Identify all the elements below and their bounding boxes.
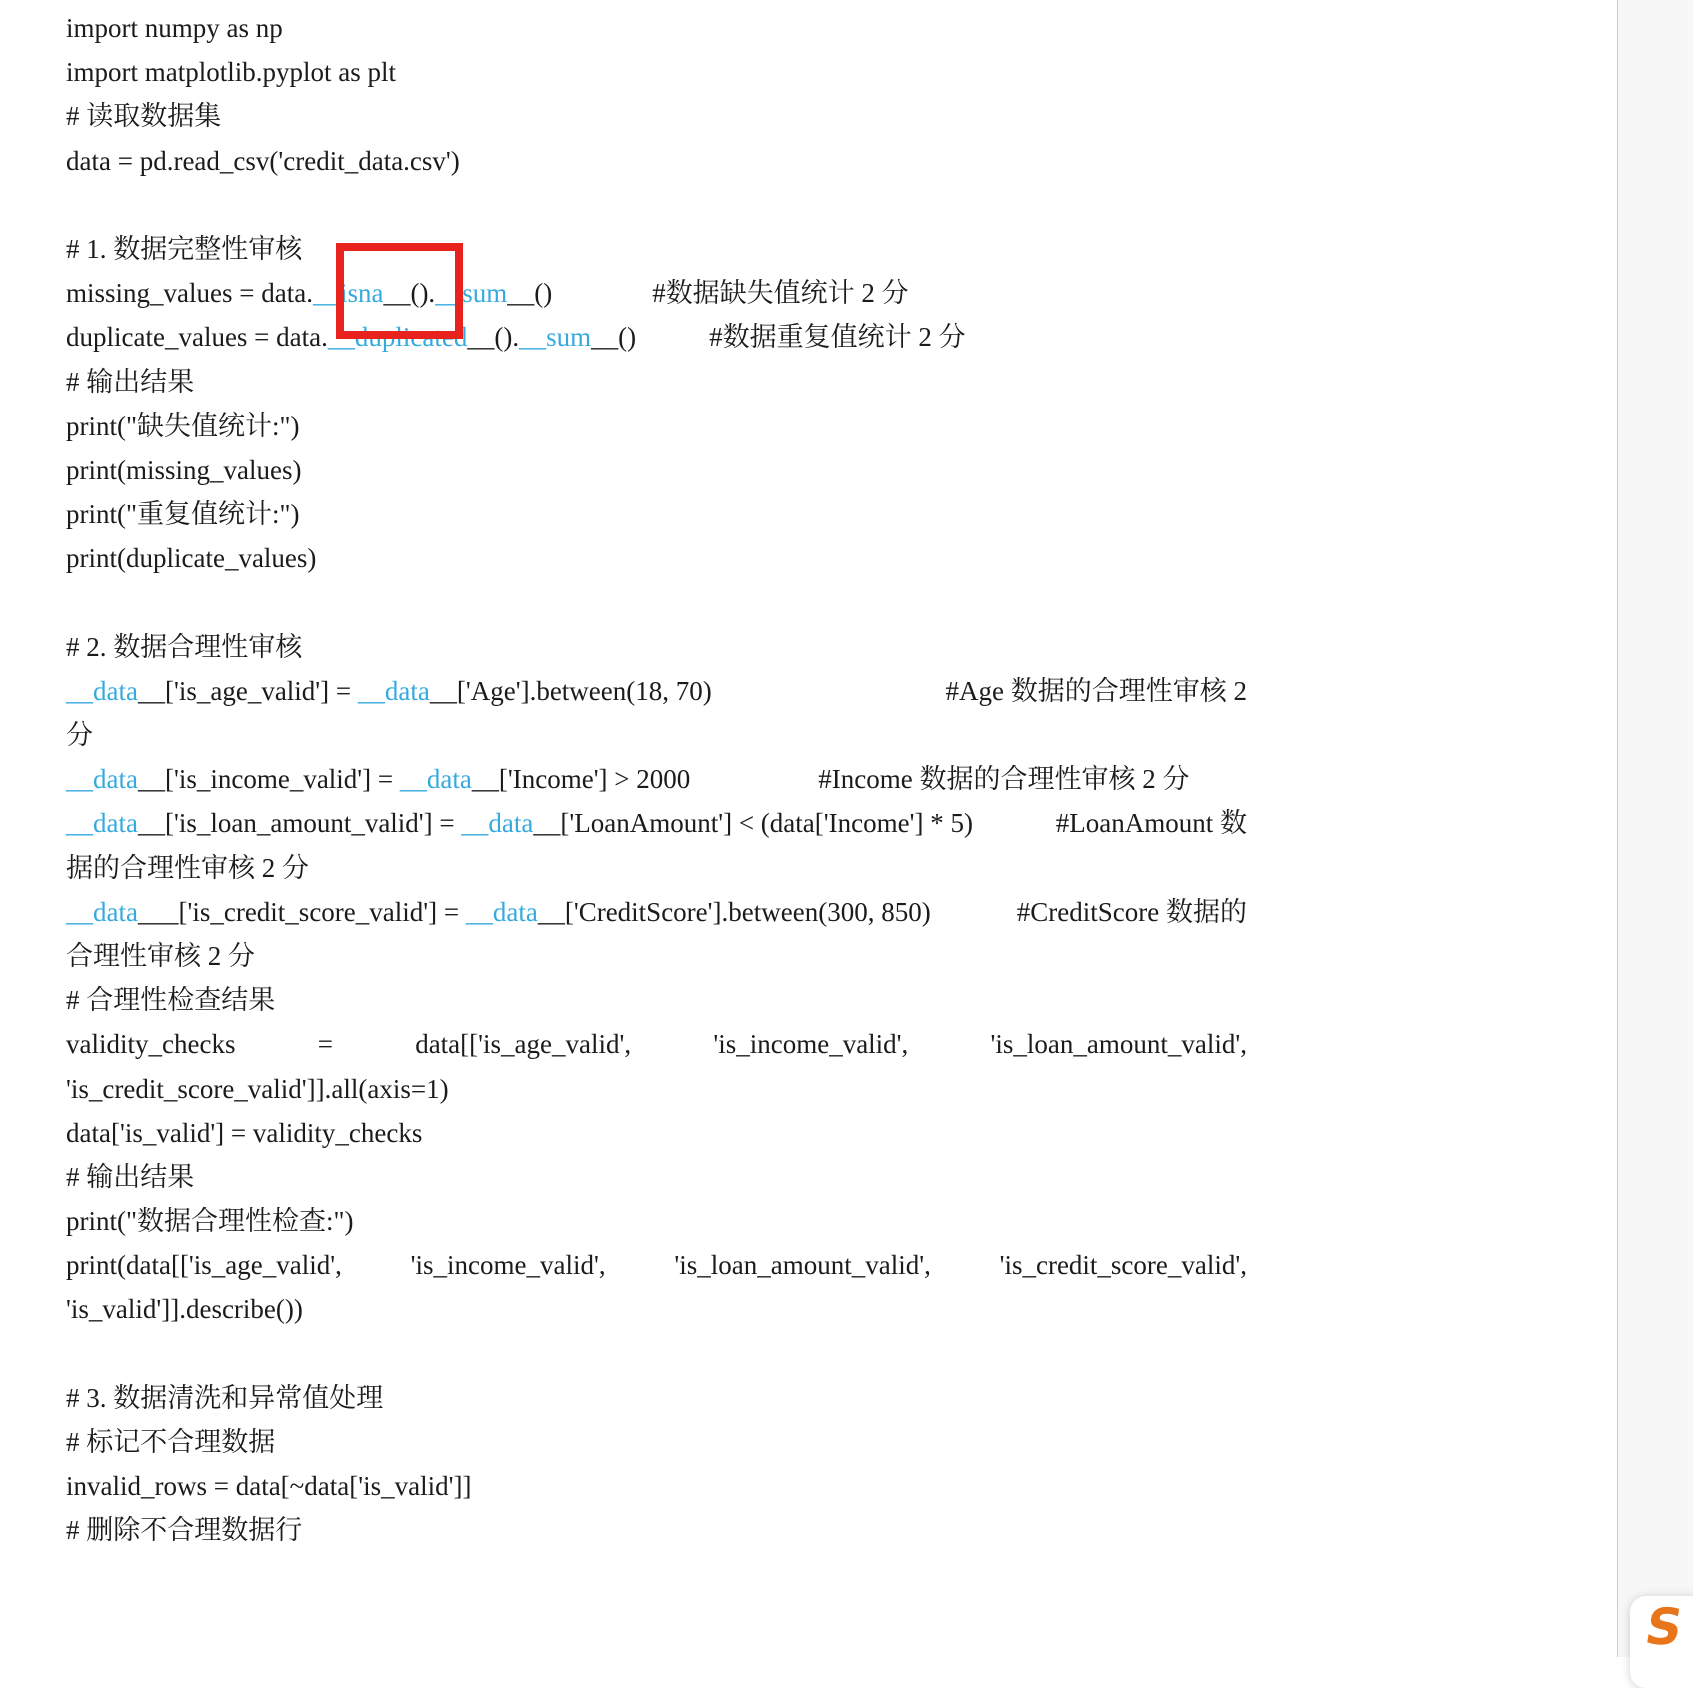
code-line: [66, 271, 1247, 315]
code-segment: print(data[['is_age_valid',: [66, 1250, 342, 1281]
code-line: [66, 890, 1247, 934]
code-block: [66, 6, 1247, 1553]
code-segment: print("缺失值统计:"): [66, 410, 300, 441]
code-segment: 'is_income_valid',: [410, 1250, 606, 1281]
code-segment: =: [317, 1029, 333, 1060]
code-segment: #LoanAmount 数: [1055, 808, 1247, 839]
floating-widget-button[interactable]: [1630, 1596, 1693, 1688]
code-segment: # 标记不合理数据: [66, 1427, 276, 1457]
code-segment: __data__['is_loan_amount_valid'] = __data__['LoanAmount'] < (data['Income'] * 5): [66, 808, 973, 839]
code-segment: duplicate_values = data.__duplicated__().__sum__() #数据重复值统计 2 分: [66, 322, 966, 353]
code-segment: 'is_income_valid',: [713, 1029, 909, 1060]
code-segment: 据的合理性审核 2 分: [66, 852, 309, 883]
code-segment: __data___['is_credit_score_valid'] = __data__['CreditScore'].between(300, 850): [66, 896, 931, 927]
code-segment: # 3. 数据清洗和异常值处理: [66, 1382, 384, 1413]
code-line: [66, 404, 1247, 448]
code-line: [66, 625, 1247, 669]
s-logo-icon: S: [1640, 1598, 1688, 1656]
code-segment: print("数据合理性检查:"): [66, 1206, 354, 1237]
code-segment: 分: [66, 720, 93, 750]
code-segment: 'is_credit_score_valid',: [999, 1250, 1247, 1281]
code-line: [66, 1111, 1247, 1155]
scrollbar-gutter: [1617, 0, 1693, 1657]
code-segment: 合理性审核 2 分: [66, 940, 255, 971]
code-line: [66, 227, 1247, 271]
code-segment: # 输出结果: [66, 366, 195, 397]
code-line: [66, 1508, 1247, 1552]
code-segment: data = pd.read_csv('credit_data.csv'): [66, 145, 460, 176]
code-line: [66, 1243, 1247, 1287]
code-line: [66, 50, 1247, 94]
code-segment: 'is_loan_amount_valid',: [990, 1029, 1247, 1060]
code-segment: # 删除不合理数据行: [66, 1515, 303, 1546]
code-segment: # 输出结果: [66, 1161, 195, 1192]
code-line: [66, 713, 1247, 757]
code-line: [66, 1067, 1247, 1111]
code-segment: #CreditScore 数据的: [1016, 896, 1247, 927]
code-line: [66, 139, 1247, 183]
code-segment: #Age 数据的合理性审核 2: [945, 675, 1247, 706]
code-segment: import numpy as np: [66, 13, 283, 43]
code-segment: data[['is_age_valid',: [415, 1029, 632, 1060]
code-segment: print(missing_values): [66, 454, 302, 485]
code-line: [66, 6, 1247, 50]
code-line: [66, 1420, 1247, 1464]
code-segment: # 读取数据集: [66, 101, 222, 132]
code-line: [66, 669, 1247, 713]
code-line: [66, 492, 1247, 536]
code-segment: 'is_loan_amount_valid',: [674, 1250, 931, 1281]
code-line: [66, 801, 1247, 845]
code-segment: __data__['is_age_valid'] = __data__['Age'].between(18, 70): [66, 675, 712, 706]
code-line: [66, 536, 1247, 580]
code-line: [66, 978, 1247, 1022]
code-line: [66, 934, 1247, 978]
code-line: [66, 1287, 1247, 1331]
code-line: [66, 1155, 1247, 1199]
code-segment: import matplotlib.pyplot as plt: [66, 57, 396, 88]
code-segment: invalid_rows = data[~data['is_valid']]: [66, 1471, 472, 1502]
code-segment: # 2. 数据合理性审核: [66, 631, 303, 662]
code-line: [66, 1022, 1247, 1066]
code-line: [66, 757, 1247, 801]
code-line: [66, 360, 1247, 404]
code-segment: 'is_credit_score_valid']].all(axis=1): [66, 1073, 449, 1104]
code-segment: missing_values = data.__isna__().__sum__() #数据缺失值统计 2 分: [66, 278, 909, 309]
code-line: [66, 846, 1247, 890]
code-line: [66, 315, 1247, 359]
code-segment: print("重复值统计:"): [66, 499, 300, 530]
code-segment: print(duplicate_values): [66, 543, 317, 574]
code-segment: data['is_valid'] = validity_checks: [66, 1117, 423, 1148]
code-line: [66, 1332, 1247, 1376]
code-line: [66, 1464, 1247, 1508]
code-segment: validity_checks: [66, 1029, 236, 1060]
code-line: [66, 94, 1247, 138]
code-segment: # 1. 数据完整性审核: [66, 233, 303, 264]
code-line: [66, 1376, 1247, 1420]
code-line: [66, 1199, 1247, 1243]
highlight-box: [336, 243, 463, 339]
code-line: [66, 448, 1247, 492]
code-segment: # 合理性检查结果: [66, 985, 276, 1016]
code-line: [66, 183, 1247, 227]
code-segment: 'is_valid']].describe()): [66, 1294, 303, 1325]
code-line: [66, 580, 1247, 624]
code-segment: __data__['is_income_valid'] = __data__['Income'] > 2000 #Income 数据的合理性审核 2 分: [66, 764, 1190, 795]
